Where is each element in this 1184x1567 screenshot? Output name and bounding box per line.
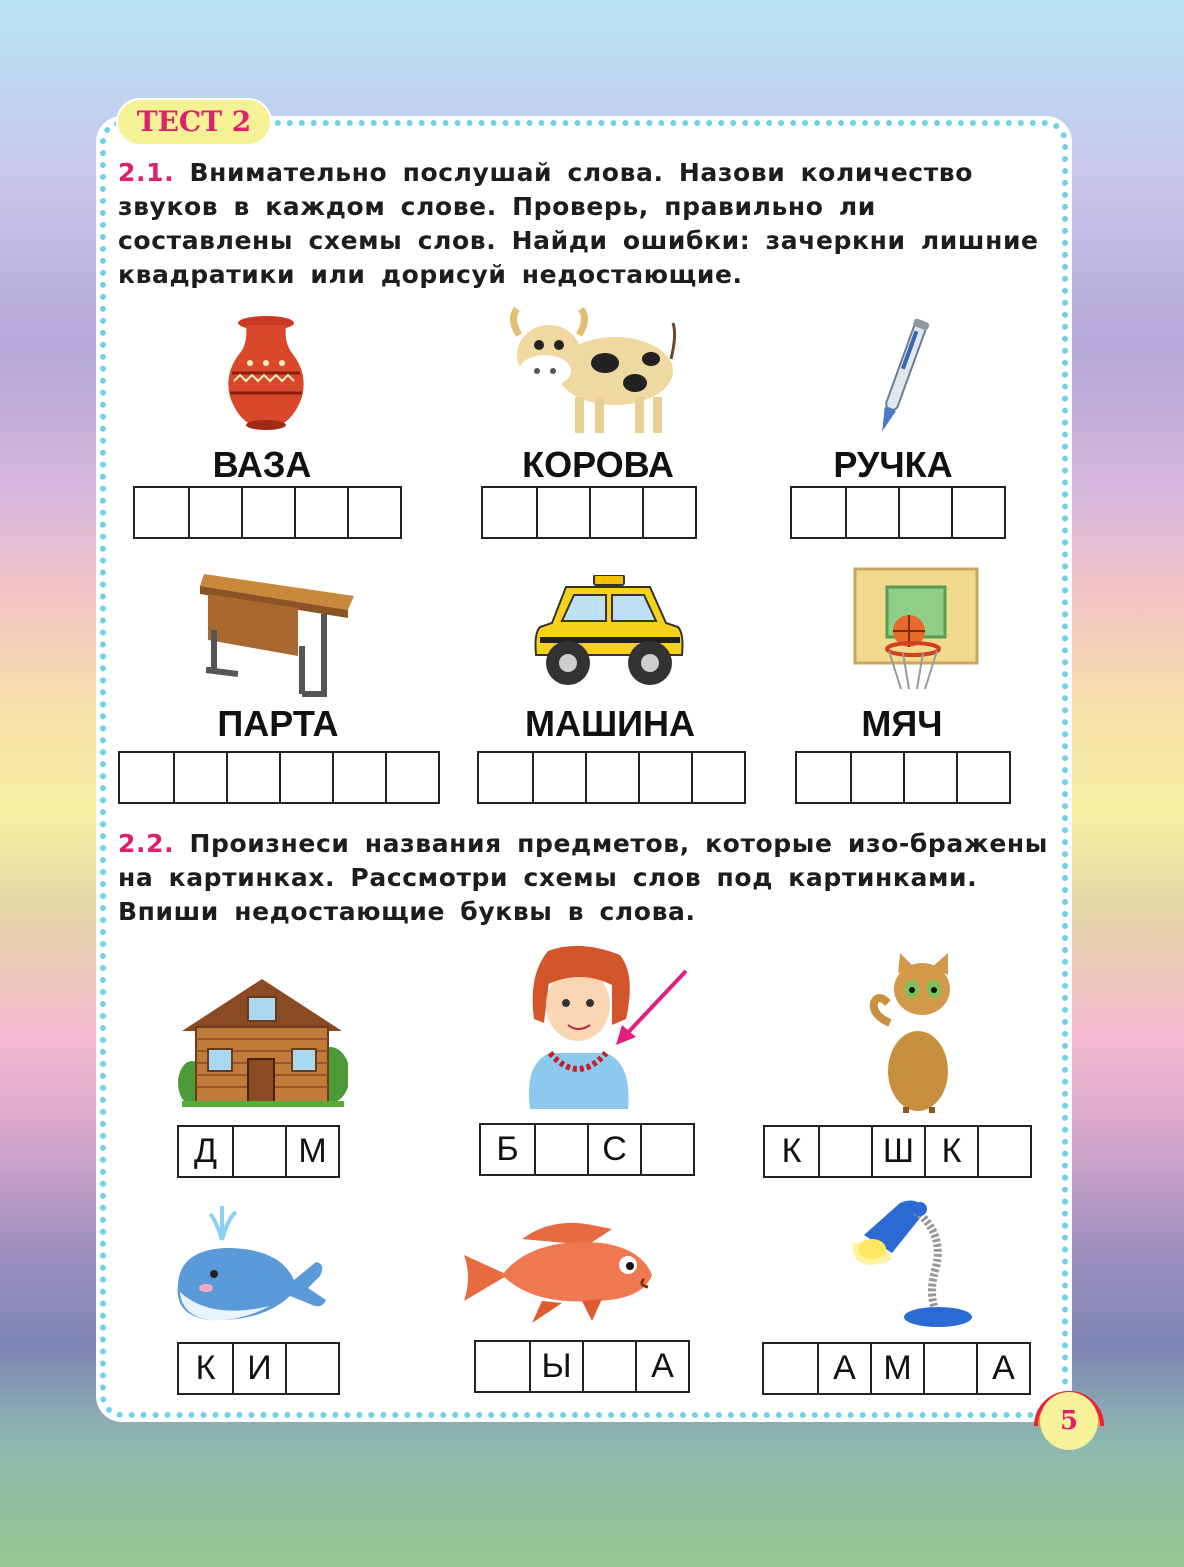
sound-cell[interactable] [956,753,1009,802]
task-2-1-instructions [118,156,1048,292]
letter-cell[interactable]: А [635,1342,688,1391]
sound-cell[interactable] [850,753,903,802]
word-label: КОРОВА [522,444,674,485]
sound-scheme[interactable] [118,751,440,804]
lamp-icon [850,1193,974,1329]
sound-cell[interactable] [332,753,385,802]
letter-cell[interactable]: А [817,1344,870,1393]
sound-cell[interactable] [483,488,536,537]
letter-scheme[interactable] [479,1123,695,1176]
sound-cell[interactable] [279,753,332,802]
sound-cell[interactable] [642,488,695,537]
sound-cell[interactable] [135,488,188,537]
word-label: РУЧКА [833,444,953,485]
letter-scheme[interactable] [474,1340,690,1393]
task-text: Произнеси названия предметов, которые изо-бражены на картинках. Рассмотри схемы слов под картинками. Впиши недостающие буквы в слова. [118,829,1049,926]
letter-cell[interactable] [923,1344,976,1393]
letter-cell[interactable]: И [232,1344,285,1393]
letter-cell[interactable]: С [587,1125,640,1174]
pen-icon [872,315,932,440]
whale-icon [170,1200,330,1330]
cow-icon [505,305,680,440]
sound-cell[interactable] [173,753,226,802]
task-2-2-instructions [118,827,1048,929]
letter-cell[interactable]: К [195,1349,216,1387]
sound-cell[interactable] [792,488,845,537]
letter-cell[interactable] [977,1127,1030,1176]
letter-cell[interactable] [285,1344,338,1393]
sound-cell[interactable] [294,488,347,537]
sound-cell[interactable] [241,488,294,537]
letter-cell[interactable] [476,1342,529,1391]
letter-cell[interactable] [232,1127,285,1176]
letter-cell[interactable] [640,1125,693,1174]
letter-cell[interactable]: Б [496,1130,519,1168]
letter-cell[interactable]: К [924,1127,977,1176]
sound-cell[interactable] [347,488,400,537]
task-text: Внимательно послушай слова. Назови количество звуков в каждом слове. Проверь, правильно ли составлены схемы слов. Найди ошибки: зачеркни лишние квадратики или дорисуй недостающие. [118,158,1039,289]
letter-cell[interactable]: А [976,1344,1029,1393]
letter-cell[interactable]: Ы [529,1342,582,1391]
sound-scheme[interactable] [790,486,1006,539]
sound-cell[interactable] [532,753,585,802]
sound-cell[interactable] [120,753,173,802]
sound-cell[interactable] [585,753,638,802]
letter-scheme[interactable] [763,1125,1032,1178]
car-icon [532,575,686,693]
sound-scheme[interactable] [481,486,697,539]
letter-cell[interactable] [764,1344,817,1393]
letter-scheme[interactable] [762,1342,1031,1395]
letter-cell[interactable]: М [870,1344,923,1393]
sound-cell[interactable] [188,488,241,537]
letter-scheme[interactable] [177,1342,340,1395]
sound-cell[interactable] [691,753,744,802]
fish-icon [462,1215,656,1325]
word-label: ПАРТА [217,703,339,744]
letter-cell[interactable] [582,1342,635,1391]
sound-scheme[interactable] [133,486,402,539]
girl-with-beads-icon [520,945,692,1113]
word-label: ВАЗА [212,444,312,485]
letter-cell[interactable]: К [781,1132,802,1170]
house-icon [178,975,348,1109]
sound-cell[interactable] [903,753,956,802]
sound-cell[interactable] [898,488,951,537]
vase-icon [218,315,314,431]
letter-cell[interactable] [818,1127,871,1176]
page-number: 5 [1040,1392,1098,1450]
sound-cell[interactable] [797,753,850,802]
desk-icon [198,570,358,698]
letter-cell[interactable]: М [285,1127,338,1176]
letter-cell[interactable]: Ш [871,1127,924,1176]
test-badge: ТЕСТ 2 [118,100,270,144]
letter-cell[interactable]: Д [193,1132,218,1170]
sound-scheme[interactable] [477,751,746,804]
sound-cell[interactable] [226,753,279,802]
task-number: 2.2. [118,829,175,858]
sound-cell[interactable] [385,753,438,802]
cat-icon [862,953,952,1115]
sound-cell[interactable] [589,488,642,537]
sound-cell[interactable] [951,488,1004,537]
sound-cell[interactable] [638,753,691,802]
sound-scheme[interactable] [795,751,1011,804]
letter-scheme[interactable] [177,1125,340,1178]
sound-cell[interactable] [536,488,589,537]
basketball-icon [853,567,979,693]
sound-cell[interactable] [479,753,532,802]
word-label: МЯЧ [861,703,943,744]
word-label: МАШИНА [524,703,696,744]
letter-cell[interactable] [534,1125,587,1174]
sound-cell[interactable] [845,488,898,537]
task-number: 2.1. [118,158,175,187]
